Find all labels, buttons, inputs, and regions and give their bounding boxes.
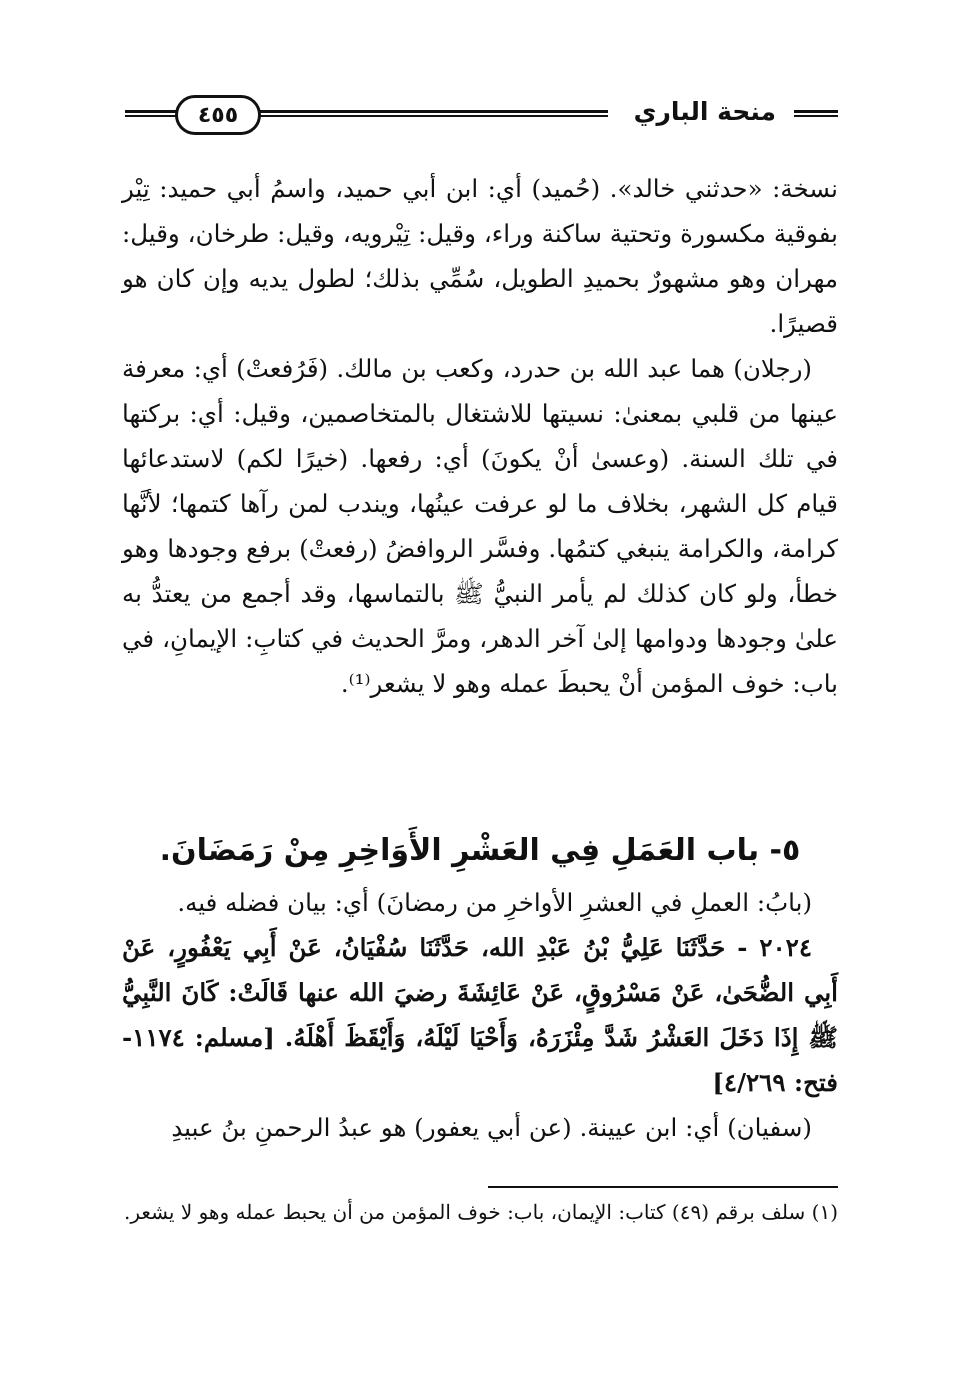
chapter-heading: ٥- باب العَمَلِ فِي العَشْرِ الأَوَاخِرِ مِنْ رَمَضَانَ. [159,833,801,868]
page-number: ٤٥٥ [175,95,261,135]
paragraph: (سفيان) أي: ابن عيينة. (عن أبي يعفور) هو عبدُ الرحمنِ بنُ عبيدِ [171,1113,812,1142]
book-title: منحة الباري [633,97,776,126]
header-rule-right [794,110,838,117]
footnote-separator [488,1186,838,1188]
paragraph: (رجلان) هما عبد الله بن حدرد، وكعب بن مالك. (فَرُفعتْ) أي: معرفة عينها من قلبي بمعنىٰ: نسيتها للاشتغال بالمتخاصمين، وقيل: أي: بركتها في تلك السنة. (وعسىٰ أنْ يكونَ) أي: رفعها. (خيرًا لكم) لاستدعائها قيام كل الشهر، بخلاف ما لو عرفت عينُها، ويندب لمن رآها كتمها؛ لأنَّها كرامة، والكرامة ينبغي كتمُها. وفسَّر الروافضُ (رفعتْ) برفع وجودها وهو خطأ، ولو كان كذلك لم يأمر النبيُّ ﷺ بالتماسها، وقد أجمع من يعتدُّ به علىٰ وجودها ودوامها إلىٰ آخر الدهر، ومرَّ الحديث في كتابِ: الإيمانِ، في باب: خوف المؤمن أنْ يحبطَ عمله وهو لا يشعر⁽¹⁾. [122,354,838,698]
chapter-text [122,880,838,1150]
footnote: (١) سلف برقم (٤٩) كتاب: الإيمان، باب: خوف المؤمن من أن يحبط عمله وهو لا يشعر. [124,1200,838,1224]
paragraph: نسخة: «حدثني خالد». (حُميد) أي: ابن أبي حميد، واسمُ أبي حميد: تِيْر بفوقية مكسورة وتحتية ساكنة وراء، وقيل: تِيْرويه، وقيل: طرخان، وقيل: مهران وهو مشهورٌ بحميدِ الطويل، سُمِّي بذلك؛ لطول يديه وإن كان هو قصيرًا. [122,174,838,338]
hadith-text: ٢٠٢٤ - حَدَّثَنَا عَلِيُّ بْنُ عَبْدِ الله، حَدَّثَنَا سُفْيَانُ، عَنْ أَبِي يَعْفُورٍ، عَنْ أَبِي الضُّحَىٰ، عَنْ مَسْرُوقٍ، عَنْ عَائِشَةَ رضيَ الله عنها قَالَتْ: كَانَ النَّبِيُّ ﷺ إِذَا دَخَلَ العَشْرُ شَدَّ مِئْزَرَهُ، وَأَحْيَا لَيْلَهُ، وَأَيْقَظَ أَهْلَهُ. [مسلم: ١١٧٤- فتح: ٤/٢٦٩] [122,933,838,1097]
main-text [122,166,838,706]
chapter-explanation: (بابُ: العملِ في العشرِ الأواخرِ من رمضانَ) أي: بيان فضله فيه. [177,888,812,917]
page-header [125,95,838,139]
